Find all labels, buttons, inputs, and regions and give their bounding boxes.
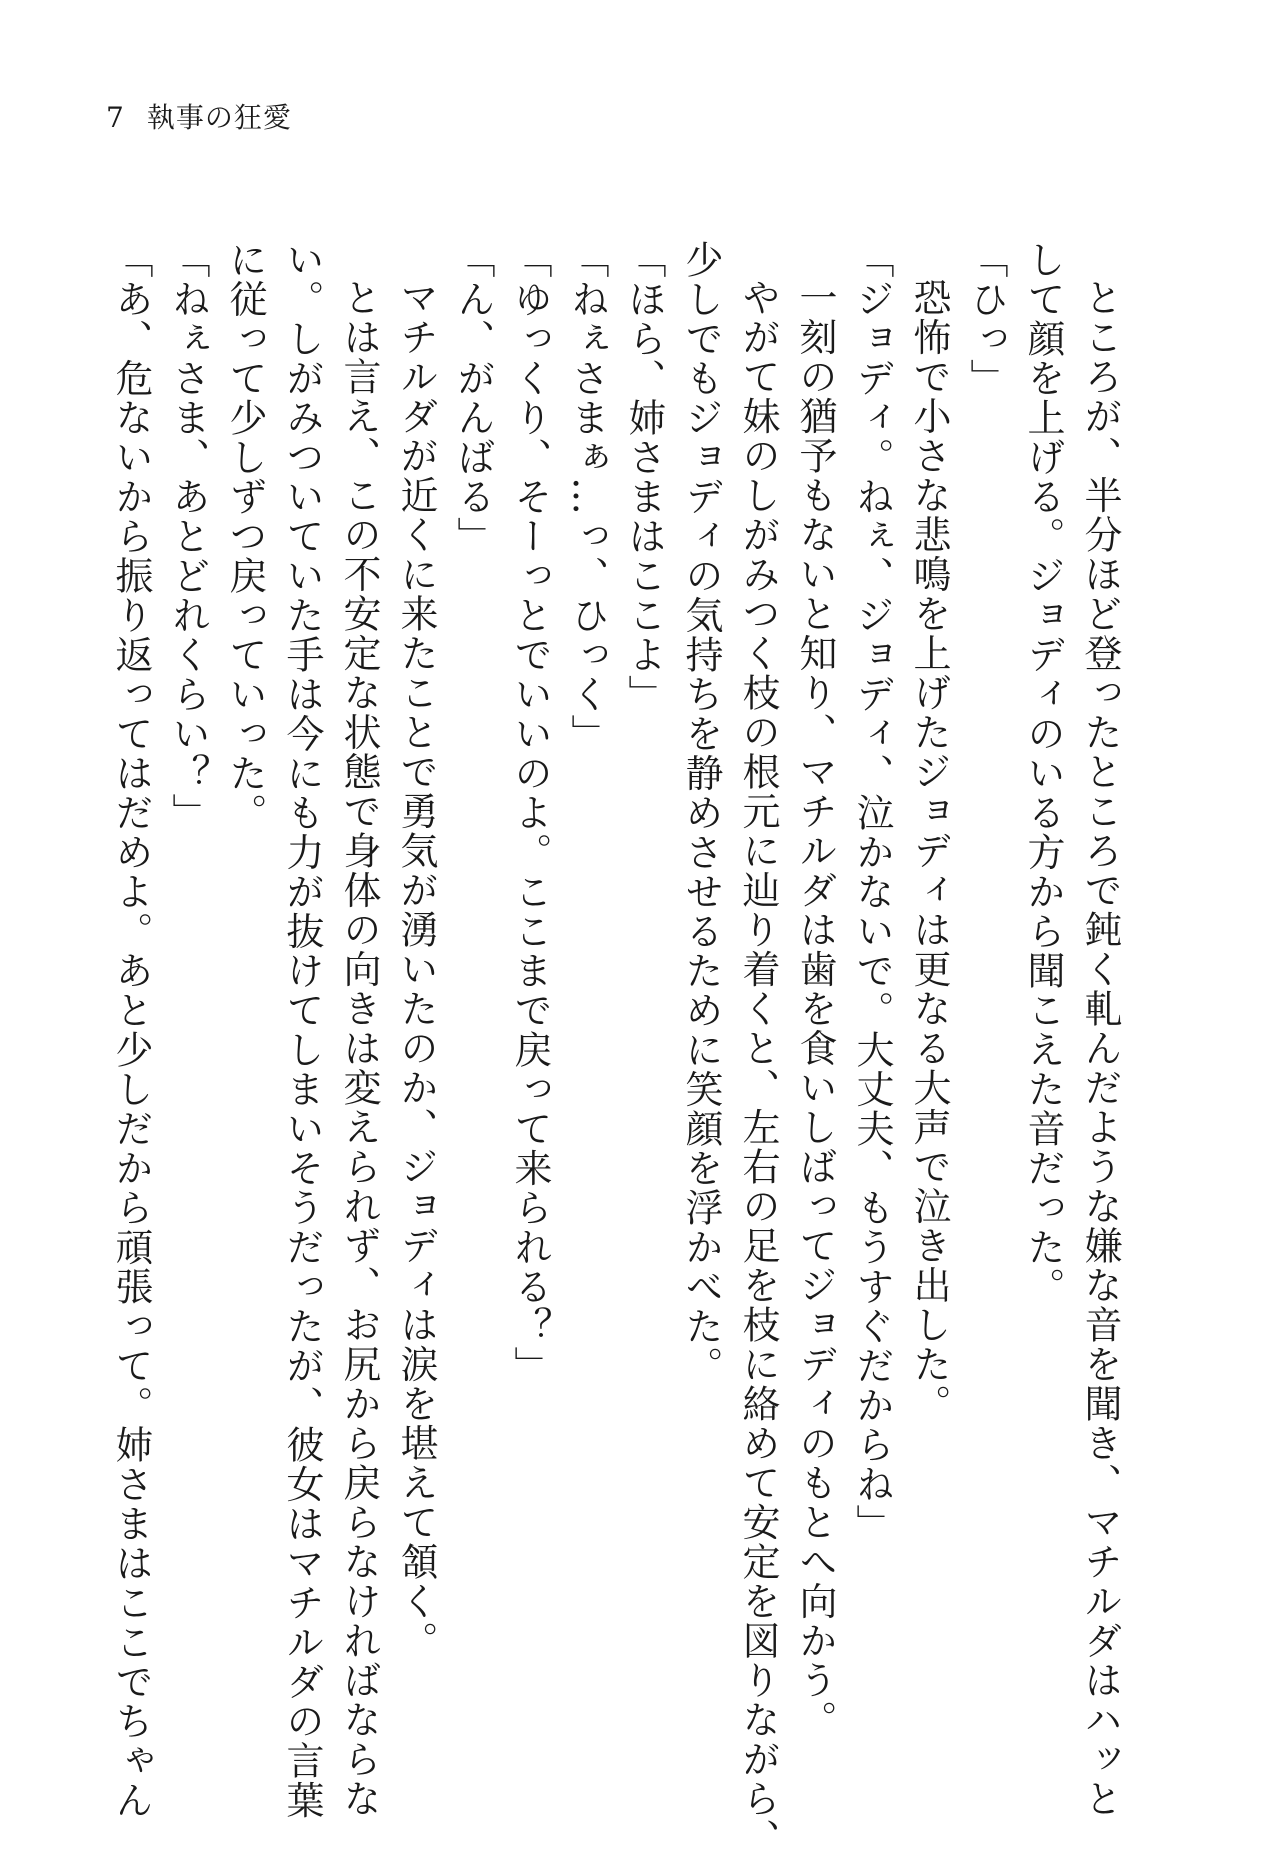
- text-line: 「ねぇさまぁ…っ、ひっく」: [565, 240, 609, 754]
- running-head: [106, 101, 292, 134]
- body-text: [108, 240, 1128, 1858]
- chapter-title: 執事の狂愛: [146, 101, 292, 134]
- text-line: やがて妹のしがみつく枝の根元に辿り着くと、左右の足を枝に絡めて安定を図りながら、: [736, 278, 780, 1858]
- text-line: 「ジョディ。ねぇ、ジョディ、泣かないで。大丈夫、もうすぐだからね」: [850, 240, 894, 1544]
- text-line: 「ひっ」: [964, 240, 1008, 398]
- text-line: 「ゆっくり、そーっとでいいのよ。ここまで戻って来られる？」: [508, 240, 552, 1386]
- text-line: 一刻の猶予もないと知り、マチルダは歯を食いしばってジョディのもとへ向かう。: [793, 278, 837, 1740]
- text-line: 恐怖で小さな悲鳴を上げたジョディは更なる大声で泣き出した。: [907, 278, 951, 1424]
- text-line: 「ん、がんばる」: [451, 240, 495, 556]
- text-line: 「ねぇさま、あとどれくらい？」: [166, 240, 210, 833]
- text-line: い。しがみついていた手は今にも力が抜けてしまいそうだったが、彼女はマチルダの言葉: [280, 240, 324, 1820]
- text-line: に従って少しずつ戻っていった。: [223, 240, 267, 833]
- text-line: 「ほら、姉さまはここよ」: [622, 240, 666, 714]
- text-line: 少しでもジョディの気持ちを静めさせるために笑顔を浮かべた。: [679, 240, 723, 1386]
- page-number: 7: [106, 101, 125, 134]
- text-line: マチルダが近くに来たことで勇気が湧いたのか、ジョディは涙を堪えて頷く。: [394, 278, 438, 1661]
- text-line: して顔を上げる。ジョディのいる方から聞こえた音だった。: [1021, 240, 1065, 1307]
- text-line: 「あ、危ないから振り返ってはだめよ。あと少しだから頑張って。姉さまはここでちゃん: [109, 240, 153, 1820]
- text-line: ところが、半分ほど登ったところで鈍く軋んだような嫌な音を聞き、マチルダはハッと: [1078, 278, 1122, 1819]
- text-line: とは言え、この不安定な状態で身体の向きは変えられず、お尻から戻らなければならな: [337, 278, 381, 1819]
